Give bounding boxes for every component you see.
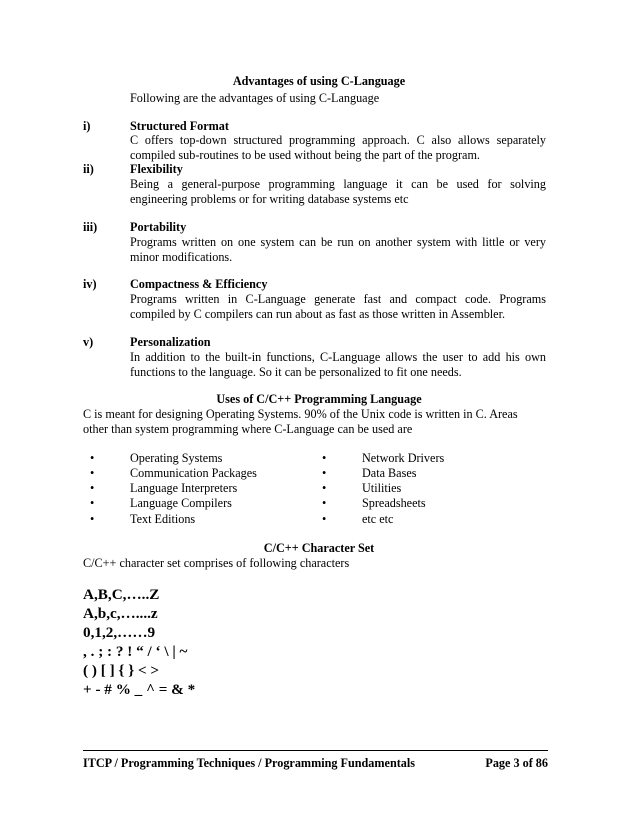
bullet-icon: •: [322, 512, 327, 526]
bullet-icon: •: [90, 496, 95, 510]
item-text: C offers top-down structured programming approach. C also allows separately compiled sub-routines to be used without being the part of the program.: [130, 133, 546, 162]
bullet-icon: •: [90, 466, 95, 480]
list-item: Text Editions: [130, 512, 196, 526]
bullet-icon: •: [90, 512, 95, 526]
item-number: iii): [83, 220, 98, 234]
list-item: Utilities: [362, 481, 402, 495]
item-number: v): [83, 335, 94, 349]
charset-title: C/C++ Character Set: [263, 541, 375, 555]
charset-line: ( ) [ ] { } < >: [83, 662, 160, 679]
uses-line-1: C is meant for designing Operating Systems. 90% of the Unix code is written in C. Areas: [83, 407, 518, 421]
list-item: Language Compilers: [130, 496, 232, 510]
charset-line: A,B,C,…..Z: [83, 586, 160, 603]
bullet-icon: •: [90, 451, 95, 465]
charset-intro: C/C++ character set comprises of following characters: [83, 556, 350, 570]
item-text: Programs written in C-Language generate fast and compact code. Programs compiled by C compilers can run about as fast as those written in Assembler.: [130, 292, 546, 321]
footer-page-number: Page 3 of 86: [485, 756, 548, 770]
bullet-icon: •: [322, 496, 327, 510]
list-item: etc etc: [362, 512, 394, 526]
list-item: Network Drivers: [362, 451, 445, 465]
list-item: Communication Packages: [130, 466, 257, 480]
bullet-icon: •: [90, 481, 95, 495]
list-item: Operating Systems: [130, 451, 223, 465]
bullet-icon: •: [322, 466, 327, 480]
item-heading: Structured Format: [130, 119, 229, 133]
item-number: ii): [83, 162, 94, 176]
item-text: In addition to the built-in functions, C-Language allows the user to add his own functions to the language. So it can be personalized to fit one needs.: [130, 350, 546, 379]
list-item: Language Interpreters: [130, 481, 238, 495]
charset-line: A,b,c,…....z: [83, 605, 158, 622]
footer-course-title: ITCP / Programming Techniques / Programming Fundamentals: [83, 756, 416, 770]
list-item: Spreadsheets: [362, 496, 426, 510]
charset-line: + - # % _ ^ = & *: [83, 681, 196, 698]
item-heading: Flexibility: [130, 162, 183, 176]
item-number: i): [83, 119, 91, 133]
bullet-icon: •: [322, 451, 327, 465]
item-heading: Compactness & Efficiency: [130, 277, 268, 291]
footer-divider: [83, 750, 548, 751]
bullet-icon: •: [322, 481, 327, 495]
uses-line-2: other than system programming where C-Language can be used are: [83, 422, 413, 436]
charset-line: , . ; : ? ! “ / ‘ \ | ~: [83, 643, 188, 660]
item-heading: Personalization: [130, 335, 211, 349]
item-heading: Portability: [130, 220, 187, 234]
item-text: Programs written on one system can be run on another system with little or very minor modifications.: [130, 235, 546, 264]
item-number: iv): [83, 277, 97, 291]
charset-line: 0,1,2,……9: [83, 624, 156, 641]
uses-title: Uses of C/C++ Programming Language: [216, 392, 422, 406]
advantages-intro: Following are the advantages of using C-Language: [130, 91, 380, 105]
advantages-title: Advantages of using C-Language: [232, 74, 406, 88]
item-text: Being a general-purpose programming language it can be used for solving engineering problems or for writing database systems etc: [130, 177, 546, 206]
list-item: Data Bases: [362, 466, 417, 480]
